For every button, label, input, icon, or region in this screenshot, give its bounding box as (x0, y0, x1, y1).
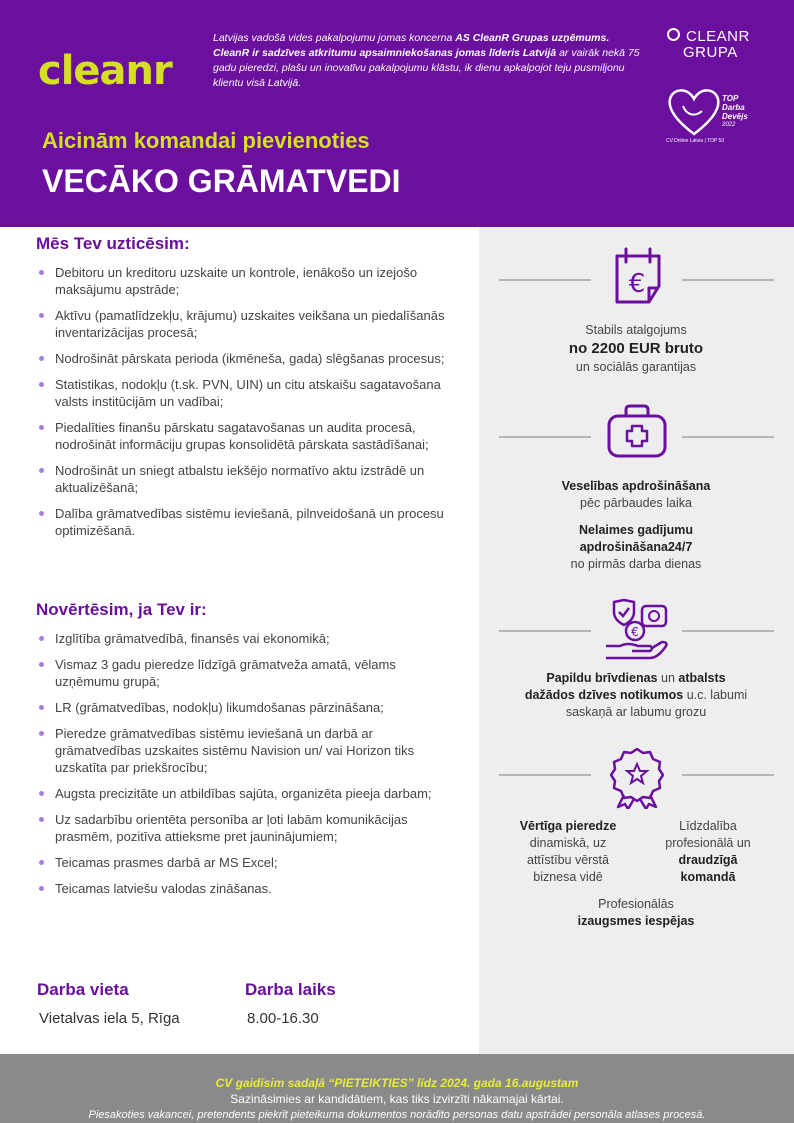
svg-text:€: € (631, 625, 639, 639)
contact-text: Sazināsimies ar kandidātiem, kas tiks izvirzīti nākamajai kārtai. (230, 1092, 564, 1106)
badge-line-3: Devējs (722, 112, 748, 121)
top-employer-badge (664, 84, 756, 150)
header-banner (0, 0, 794, 227)
extra-bold2: atbalsts (678, 671, 726, 685)
consent-text: Piesakoties vakancei, pretendents piekrīt pieteikuma dokumentos norādīto personas datu apstrādei personāla atlases procesā. (88, 1109, 706, 1121)
experience-line2: dinamiskā, uz (529, 836, 607, 850)
extra-plain2: u.c. labumi (683, 688, 748, 702)
ring-icon (667, 28, 680, 41)
badge-title (722, 94, 748, 121)
extra-plain1: un (657, 671, 679, 685)
list-item: Piedalīties finanšu pārskatu sagatavošanas un audita procesā, nodrošināt informāciju grupas konsolidētā pārskata sastādīšanai; (36, 419, 456, 453)
intro-text-2: AS CleanR Grupas uzņēmums. CleanR ir sadzīves atkritumu apsaimniekošanas jomas līderis Latvijā (213, 32, 610, 59)
group-logo-line2: GRUPA (683, 44, 738, 61)
calendar-euro-icon (609, 246, 667, 308)
medical-case-icon (604, 402, 670, 462)
health-line4: apdrošināšana24/7 (579, 540, 693, 554)
list-item: Debitoru un kreditoru uzskaite un kontrole, ienākošo un izejošo maksājumu apstrāde; (36, 264, 456, 298)
divider (499, 774, 591, 776)
list-item: Izglītība grāmatvedībā, finansēs vai ekonomikā; (36, 630, 456, 647)
list-item: Augsta precizitāte un atbildības sajūta, organizēta pieeja darbam; (36, 785, 456, 802)
list-item: Teicamas latviešu valodas zināšanas. (36, 880, 456, 897)
heart-badge-icon (664, 84, 724, 139)
footer (0, 1054, 794, 1123)
list-item: Pieredze grāmatvedības sistēmu ieviešanā un darbā ar grāmatvedības uzskaites sistēmu Navision un/ vai Horizon tiks uzskatīta par priekšrocību; (36, 725, 456, 776)
badge-line-2: Darba (722, 103, 745, 112)
company-intro (213, 31, 643, 91)
team-line3: draudzīgā (678, 853, 738, 867)
salary-line1: Stabils atalgojums (585, 323, 687, 337)
experience-line4: biznesa vidē (533, 870, 603, 884)
divider (682, 774, 774, 776)
extra-line3: saskaņā ar labumu grozu (565, 705, 707, 719)
growth-line2: izaugsmes iespējas (577, 914, 695, 928)
health-line1: Veselības apdrošināšana (561, 479, 711, 493)
extra-bold3: dažādos dzīves notikumos (524, 688, 684, 702)
list-item: Statistikas, nodokļu (t.sk. PVN, UIN) un citu atskaišu sagatavošana valsts institūcijām un vadībai; (36, 376, 456, 410)
list-item: Aktīvu (pamatlīdzekļu, krājumu) uzskaites veikšana un piedalīšanās inventarizācijas procesā; (36, 307, 456, 341)
divider (499, 436, 591, 438)
location-title: Darba vieta (37, 980, 129, 999)
divider (499, 630, 591, 632)
health-line3: Nelaimes gadījumu (579, 523, 693, 537)
list-item: LR (grāmatvedības, nodokļu) likumdošanas pārzināšana; (36, 699, 456, 716)
list-item: Vismaz 3 gadu pieredze līdzīgā grāmatveža amatā, vēlams uzņēmumu grupā; (36, 656, 456, 690)
duties-list (36, 264, 456, 548)
cleanr-grupa-logo (667, 28, 750, 61)
list-item: Uz sadarbību orientēta personība ar ļoti labām komunikācijas prasmēm, pozitīva attieksme pret jauninājumiem; (36, 811, 456, 845)
intro-text-3: ar vairāk nekā 75 gadu pieredzi, plašu un inovatīvu pakalpojumu klāstu, ik dienu apkalpojot teju pusmiljonu klientu visā Latvijā. (213, 47, 640, 89)
requirements-list (36, 630, 456, 906)
salary-benefit (520, 322, 752, 376)
list-item: Nodrošināt un sniegt atbalstu iekšējo normatīvo aktu izstrādē un aktualizēšanā; (36, 462, 456, 496)
team-line2: profesionālā un (665, 836, 751, 850)
duties-title: Mēs Tev uzticēsim: (36, 234, 190, 253)
health-line2: pēc pārbaudes laika (580, 496, 692, 510)
divider (682, 436, 774, 438)
badge-line-1: TOP (722, 94, 739, 103)
group-logo-line1: CLEANR (686, 28, 750, 45)
deadline-text: CV gaidīsim sadaļā “PIETEIKTIES” līdz 2024. gada 16.augustam (215, 1076, 579, 1090)
badge-footnote: CV.Online Latvia | TOP 50 (666, 138, 725, 144)
experience-line1: Vērtīga pieredze (519, 819, 617, 833)
growth-line1: Profesionālās (598, 897, 674, 911)
divider (682, 630, 774, 632)
badge-year: 2022 (722, 122, 736, 128)
intro-text-1: Latvijas vadošā vides pakalpojumu jomas koncerna (213, 32, 456, 44)
divider (682, 279, 774, 281)
list-item: Teicamas prasmes darbā ar MS Excel; (36, 854, 456, 871)
extra-benefit (505, 670, 767, 721)
extra-bold1: Papildu brīvdienas (546, 671, 658, 685)
salary-line3: un sociālās garantijas (575, 360, 697, 374)
hours-title: Darba laiks (245, 980, 336, 999)
team-line4: komandā (680, 870, 736, 884)
invite-heading: Aicinām komandai pievienoties (42, 128, 370, 153)
svg-text:€: € (628, 269, 646, 299)
requirements-title: Novērtēsim, ja Tev ir: (36, 600, 207, 619)
job-title: VECĀKO GRĀMATVEDI (42, 163, 401, 199)
team-benefit (643, 818, 773, 886)
hours-value: 8.00-16.30 (247, 1010, 319, 1027)
experience-benefit (503, 818, 633, 886)
location-value: Vietalvas iela 5, Rīga (39, 1010, 180, 1027)
experience-line3: attīstību vērstā (527, 853, 609, 867)
list-item: Dalība grāmatvedības sistēmu ieviešanā, pilnveidošanā un procesu optimizēšanā. (36, 505, 456, 539)
cleanr-logo: cleanr (38, 48, 172, 94)
health-benefit (520, 478, 752, 573)
salary-amount: no 2200 EUR bruto (568, 340, 704, 357)
team-line1: Līdzdalība (679, 819, 737, 833)
growth-benefit (520, 896, 752, 930)
health-line5: no pirmās darba dienas (570, 557, 702, 571)
list-item: Nodrošināt pārskata perioda (ikmēneša, gada) slēgšanas procesus; (36, 350, 456, 367)
award-rosette-icon (610, 747, 664, 809)
hand-benefits-icon (602, 598, 672, 662)
divider (499, 279, 591, 281)
